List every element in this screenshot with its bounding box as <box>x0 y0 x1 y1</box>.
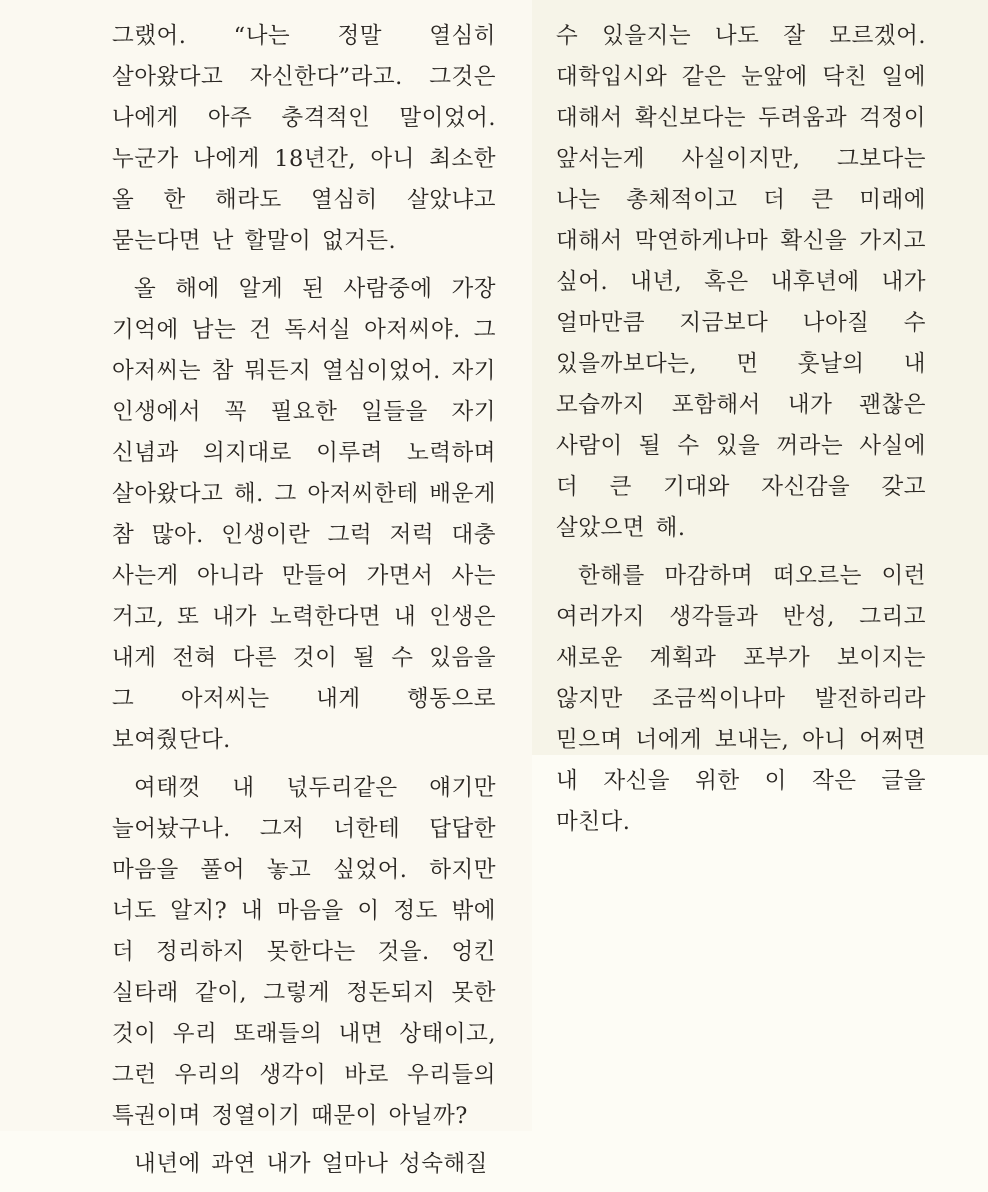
paragraph-left-1: 그랬어. “나는 정말 열심히 살아왔다고 자신한다”라고. 그것은 나에게 아주 충격적인 말이었어. 누군가 나에게 18년간, 아니 최소한 올 한 해라도 열심히 살았냐고 묻는다면 난 할말이 없거든. <box>112 23 496 254</box>
left-text-column <box>112 16 496 1192</box>
paragraph-left-2: 올 해에 알게 된 사람중에 가장 기억에 남는 건 독서실 아저씨야. 그 아저씨는 참 뭐든지 열심이었어. 자기 인생에서 꼭 필요한 일들을 자기 신념과 의지대로 이루려 노력하며 살아왔다고 해. 그 아저씨한테 배운게 참 많아. 인생이란 그럭 저럭 대충 사는게 아니라 만들어 가면서 사는 거고, 또 내가 노력한다면 내 인생은 내게 전혀 다른 것이 될 수 있음을 그 아저씨는 내게 행동으로 보여줬단다. <box>112 276 496 753</box>
paragraph-left-3: 여태껏 내 넋두리같은 얘기만 늘어놨구나. 그저 너한테 답답한 마음을 풀어 놓고 싶었어. 하지만 너도 알지? 내 마음을 이 정도 밖에 더 정리하지 못한다는 것을. 엉킨 실타래 같이, 그렇게 정돈되지 못한 것이 우리 또래들의 내면 상태이고, 그런 우리의 생각이 바로 우리들의 특권이며 정열이기 때문이 아닐까? <box>112 775 496 1129</box>
paragraph-left-4: 내년에 과연 내가 얼마나 성숙해질 <box>134 1151 488 1177</box>
paragraph-right-1: 수 있을지는 나도 잘 모르겠어. 대학입시와 같은 눈앞에 닥친 일에 대해서 확신보다는 두려움과 걱정이 앞서는게 사실이지만, 그보다는 나는 총체적이고 더 큰 미래에 대해서 막연하게나마 확신을 가지고 싶어. 내년, 혹은 내후년에 내가 얼마만큼 지금보다 나아질 수 있을까보다는, 먼 훗날의 내 모습까지 포함해서 내가 괜찮은 사람이 될 수 있을 꺼라는 사실에 더 큰 기대와 자신감을 갖고 살았으면 해. <box>556 23 926 541</box>
paragraph-right-2: 한해를 마감하며 떠오르는 이런 여러가지 생각들과 반성, 그리고 새로운 계획과 포부가 보이지는 않지만 조금씩이나마 발전하리라 믿으며 너에게 보내는, 아니 어쩌면 내 자신을 위한 이 작은 글을 마친다. <box>556 563 926 835</box>
right-text-column <box>556 16 926 850</box>
